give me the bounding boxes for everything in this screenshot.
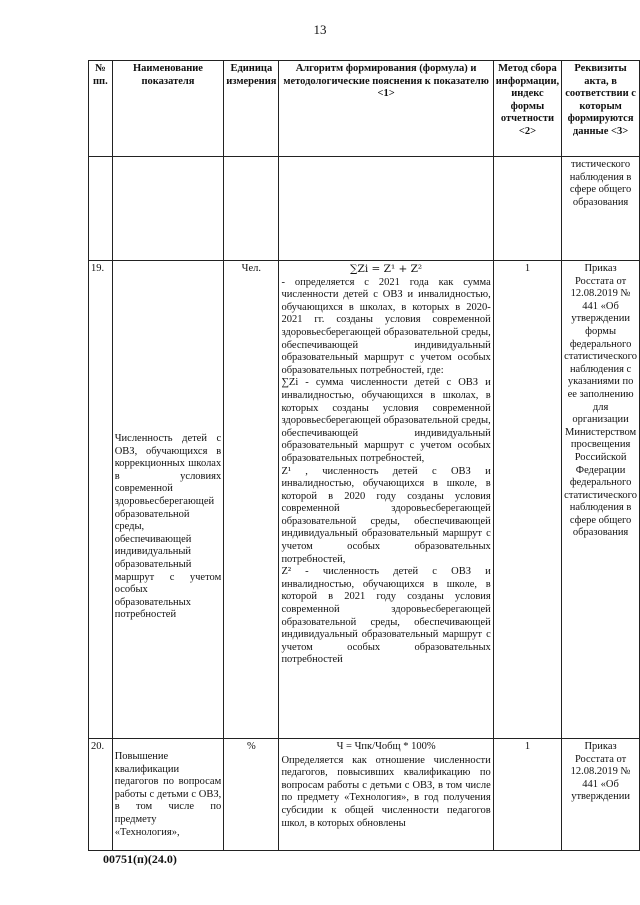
cell-details: тистического наблюдения в сфере общего образования — [562, 157, 640, 261]
header-name: Наименование показателя — [112, 61, 224, 157]
cell-method: 1 — [493, 739, 561, 851]
cell-unit: % — [224, 739, 279, 851]
cell-unit: Чел. — [224, 261, 279, 739]
table-row — [89, 261, 640, 739]
footer-code: 00751(п)(24.0) — [103, 852, 177, 866]
cell-algorithm — [279, 157, 493, 261]
header-algorithm: Алгоритм формирования (формула) и методологические пояснения к показателю <1> — [279, 61, 493, 157]
algorithm-text: Определяется как отношение численности педагогов, повысивших квалификацию по вопросам работы с детьми с ОВЗ, в том числе по предмету «Технология», в год получения субсидии к общей численности педагогов школ, в которых обновлены — [281, 754, 491, 829]
formula: Ч = Чпк/Чобщ * 100% — [336, 741, 436, 752]
algorithm-text: Z¹ , численность детей с ОВЗ и инвалидностью, обучающихся в школе, в которой в 2020 году созданы условия современной здоровьесберегающей образовательной среды, обеспечивающей индивидуальный образовательный маршрут с учетом особых образовательных потребностей, — [281, 465, 491, 565]
cell-details: Приказ Росстата от 12.08.2019 № 441 «Об утверждении формы федерального статистического наблюдения с указаниями по ее заполнению для организации Министерством просвещения Российской Федерации федерального статистического наблюдения в сфере общего образования — [562, 261, 640, 739]
indicator-name: Численность детей с ОВЗ, обучающихся в коррекционных школах в условиях современной здоровьесберегающей образовательной среды, обеспечивающей индивидуальный образовательный маршрут с учетом особых образовательных потребностей — [114, 433, 222, 621]
table-row — [89, 157, 640, 261]
algorithm-text: ∑Zi - сумма численности детей с ОВЗ и инвалидностью, обучающихся в школах, в которых созданы условия современной здоровьесберегающей образовательной среды, обеспечивающей индивидуальный образовательный маршрут с учетом особых образовательных потребностей, — [281, 377, 491, 464]
cell-name — [112, 157, 224, 261]
cell-num: 19. — [89, 261, 113, 739]
header-details: Реквизиты акта, в соответствии с которым формируются данные <3> — [562, 61, 640, 157]
cell-name — [112, 739, 224, 851]
cell-method — [493, 157, 561, 261]
header-num: № пп. — [89, 61, 113, 157]
cell-num — [89, 157, 113, 261]
header-row — [89, 61, 640, 157]
cell-algorithm — [279, 739, 493, 851]
page-number: 13 — [313, 22, 327, 37]
header-unit: Единица измерения — [224, 61, 279, 157]
cell-details: Приказ Росстата от 12.08.2019 № 441 «Об утверждении — [562, 739, 640, 851]
table-row — [89, 739, 640, 851]
algorithm-text: Z² - численность детей с ОВЗ и инвалидностью, обучающихся в школе, в которой в 2021 году созданы условия современной здоровьесберегающей образовательной среды, обеспечивающей индивидуальный образовательный маршрут с учетом особых образовательных потребностей — [281, 566, 491, 666]
cell-unit — [224, 157, 279, 261]
cell-algorithm — [279, 261, 493, 739]
cell-name — [112, 261, 224, 739]
cell-num: 20. — [89, 739, 113, 851]
header-method: Метод сбора информации, индекс формы отчетности <2> — [493, 61, 561, 157]
algorithm-text: - определяется с 2021 года как сумма численности детей с ОВЗ и инвалидностью, обучающихся в школах, в которых в 2020-2021 гг. созданы условия современной здоровьесберегающей образовательной среды, обеспечивающей индивидуальный образовательный маршрут с учетом особых образовательных потребностей, где: — [281, 276, 491, 376]
cell-method: 1 — [493, 261, 561, 739]
indicator-name: Повышение квалификации педагогов по вопросам работы с детьми с ОВЗ, в том числе по предмету «Технология», — [114, 751, 222, 838]
indicators-table — [88, 60, 640, 851]
formula: ∑Zi = Z¹ + Z² — [350, 263, 423, 275]
